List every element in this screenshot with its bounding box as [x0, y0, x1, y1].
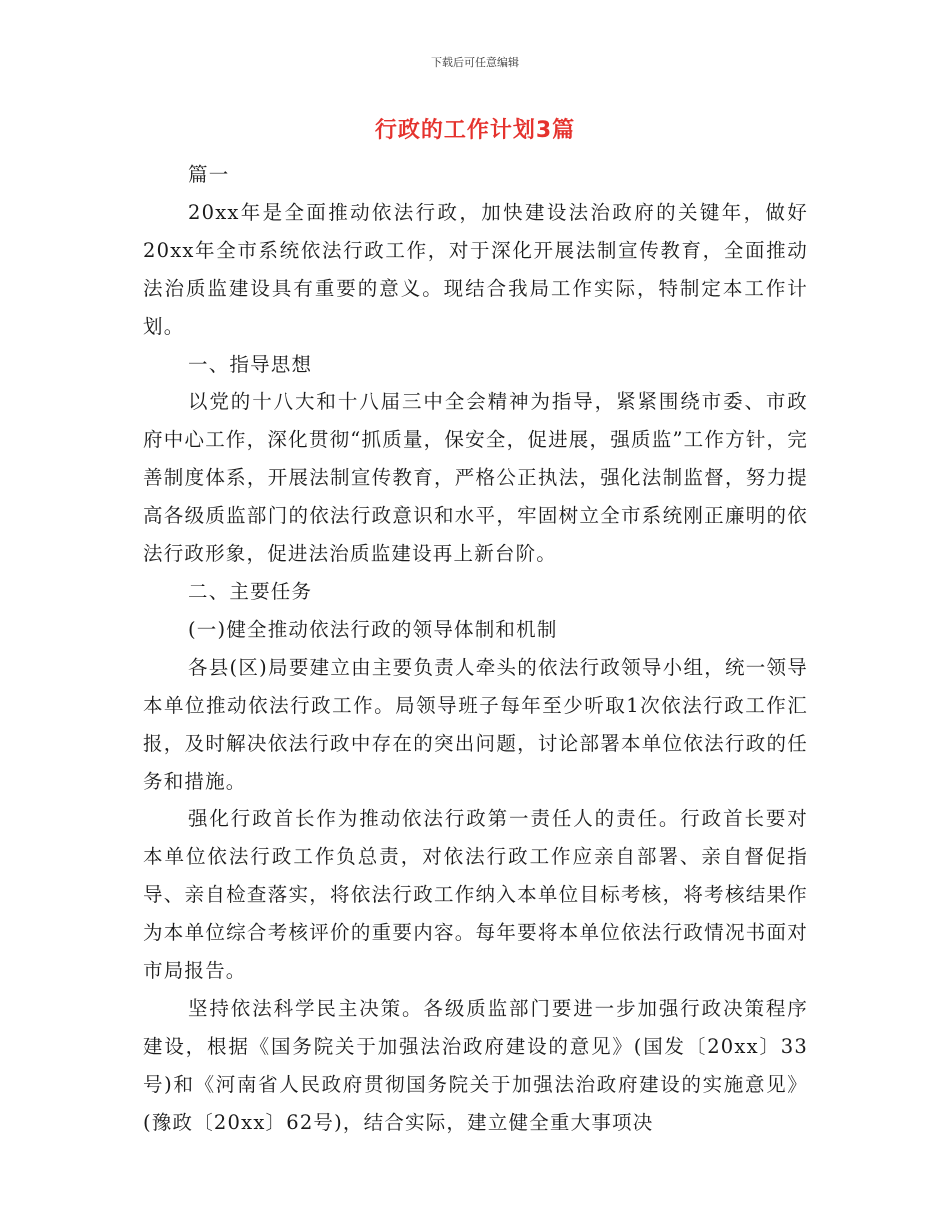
section-heading: 一、指导思想 — [188, 352, 313, 376]
paragraph: 20xx年是全面推动依法行政，加快建设法治政府的关键年，做好20xx年全市系统依法行政工作，对于深化开展法制宣传教育，全面推动法治质监建设具有重要的意义。现结合我局工作实际，特制定本工作计划。 — [143, 200, 808, 338]
section-heading: 二、主要任务 — [188, 579, 313, 603]
paragraph: 强化行政首长作为推动依法行政第一责任人的责任。行政首长要对本单位依法行政工作负总责，对依法行政工作应亲自部署、亲自督促指导、亲自检查落实，将依法行政工作纳入本单位目标考核，将考核结果作为本单位综合考核评价的重要内容。每年要将本单位依法行政情况书面对市局报告。 — [143, 807, 808, 983]
paragraph: 各县(区)局要建立由主要负责人牵头的依法行政领导小组，统一领导本单位推动依法行政工作。局领导班子每年至少听取1次依法行政工作汇报，及时解决依法行政中存在的突出问题，讨论部署本单位依法行政的任务和措施。 — [143, 655, 808, 793]
document-body — [143, 156, 808, 1142]
paragraph: 坚持依法科学民主决策。各级质监部门要进一步加强行政决策程序建设，根据《国务院关于加强法治政府建设的意见》(国发〔20xx〕33号)和《河南省人民政府贯彻国务院关于加强法治政府建设的实施意见》(豫政〔20xx〕62号)，结合实际，建立健全重大事项决 — [143, 996, 808, 1134]
header-note: 下载后可任意编辑 — [431, 56, 519, 69]
section-label: 篇一 — [188, 163, 230, 186]
paragraph: 以党的十八大和十八届三中全会精神为指导，紧紧围绕市委、市政府中心工作，深化贯彻“抓质量，保安全，促进展，强质监”工作方针，完善制度体系，开展法制宣传教育，严格公正执法，强化法制监督，努力提高各级质监部门的依法行政意识和水平，牢固树立全市系统刚正廉明的依法行政形象，促进法治质监建设再上新台阶。 — [143, 390, 808, 566]
document-title: 行政的工作计划3篇 — [374, 118, 576, 143]
subsection-heading: (一)健全推动依法行政的领导体制和机制 — [188, 617, 558, 641]
